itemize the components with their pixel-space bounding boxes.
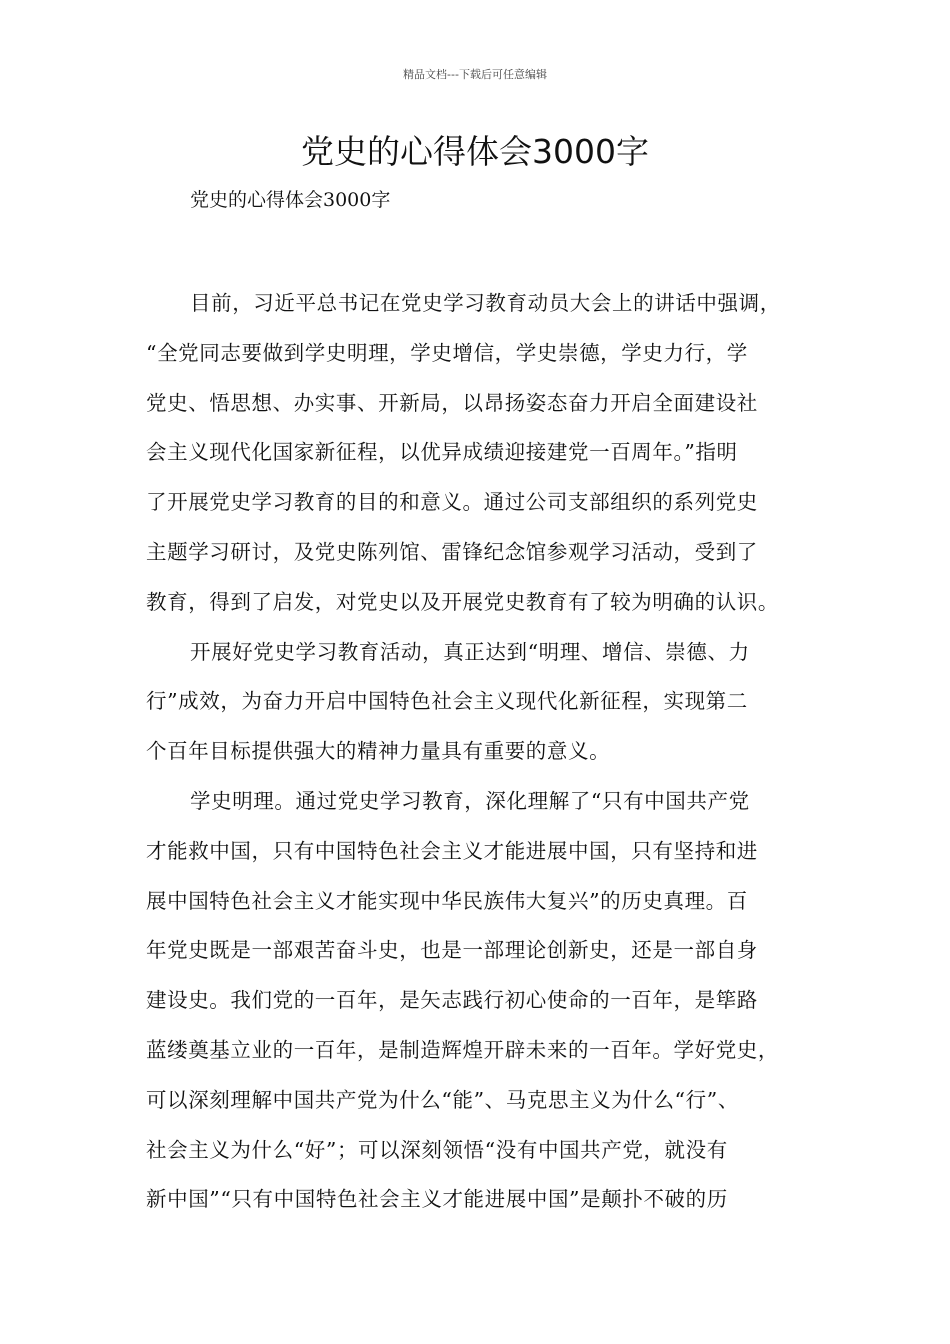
document-body <box>146 280 826 1226</box>
text-line: 个百年目标提供强大的精神力量具有重要的意义。 <box>146 739 611 764</box>
document-title: 党史的心得体会3000字 <box>301 132 649 171</box>
text-line: 展中国特色社会主义才能实现中华民族伟大复兴”的历史真理。百 <box>146 888 748 913</box>
text-line: 可以深刻理解中国共产党为什么“能”、马克思主义为什么“行”、 <box>146 1087 739 1112</box>
text-line: 建设史。我们党的一百年，是矢志践行初心使命的一百年，是筚路 <box>146 988 758 1013</box>
text-line: 会主义现代化国家新征程，以优异成绩迎接建党一百周年。”指明 <box>146 440 738 465</box>
text-line: 蓝缕奠基立业的一百年，是制造辉煌开辟未来的一百年。学好党史， <box>146 1037 779 1062</box>
page-header: 精品文档---下载后可任意编辑 <box>403 68 547 81</box>
text-line: 党史、悟思想、办实事、开新局，以昂扬姿态奋力开启全面建设社 <box>146 390 758 415</box>
text-line: 才能救中国，只有中国特色社会主义才能进展中国，只有坚持和进 <box>146 838 758 863</box>
text-line: 学史明理。通过党史学习教育，深化理解了“只有中国共产党 <box>190 788 750 813</box>
paragraph-2 <box>146 629 826 778</box>
text-line: 主题学习研讨，及党史陈列馆、雷锋纪念馆参观学习活动，受到了 <box>146 539 758 564</box>
text-line: 目前，习近平总书记在党史学习教育动员大会上的讲话中强调， <box>190 291 781 315</box>
text-line: 行”成效，为奋力开启中国特色社会主义现代化新征程，实现第二 <box>146 689 748 714</box>
text-line: 新中国”“只有中国特色社会主义才能进展中国”是颠扑不破的历 <box>146 1187 728 1212</box>
text-line: 教育，得到了启发，对党史以及开展党史教育有了较为明确的认识。 <box>146 589 779 614</box>
text-line: 开展好党史学习教育活动，真正达到“明理、增信、崇德、力 <box>190 639 750 664</box>
document-subtitle: 党史的心得体会3000字 <box>190 189 391 211</box>
text-line: “全党同志要做到学史明理，学史增信，学史崇德，学史力行，学 <box>146 340 748 365</box>
text-line: 年党史既是一部艰苦奋斗史，也是一部理论创新史，还是一部自身 <box>146 938 758 963</box>
text-line: 了开展党史学习教育的目的和意义。通过公司支部组织的系列党史 <box>146 490 758 515</box>
paragraph-1 <box>146 280 826 629</box>
paragraph-3 <box>146 778 826 1226</box>
text-line: 社会主义为什么“好”；可以深刻领悟“没有中国共产党，就没有 <box>146 1137 728 1162</box>
